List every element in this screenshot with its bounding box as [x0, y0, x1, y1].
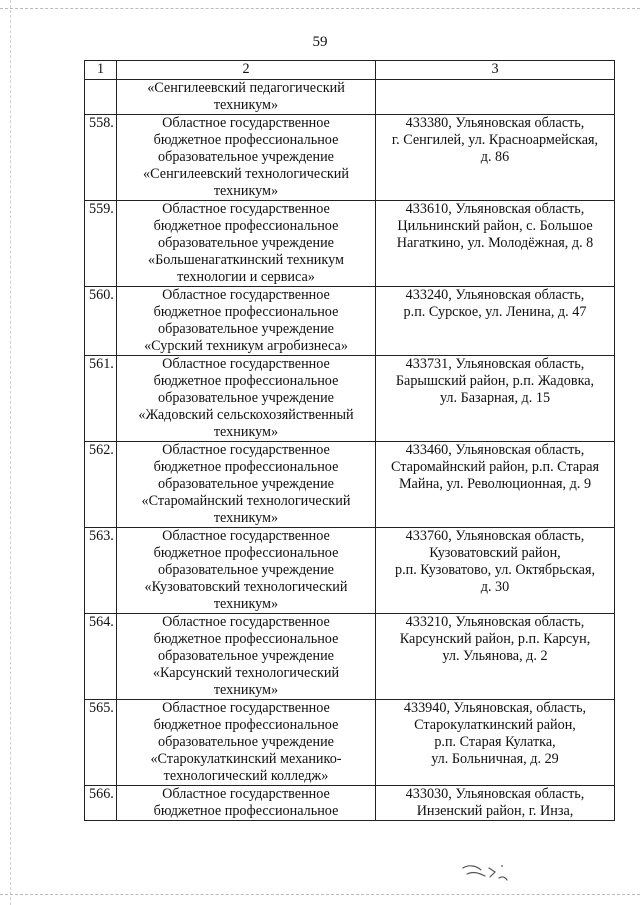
row-number: 558.: [85, 115, 117, 201]
table-row: [85, 614, 615, 700]
institution-name-cell: [117, 700, 376, 786]
institution-name-cell: [117, 614, 376, 700]
institution-name-line: бюджетное профессиональное: [153, 373, 339, 389]
institution-name-line: «Сенгилеевский технологический: [143, 166, 349, 182]
header-col-name: 2: [117, 61, 376, 80]
table-row: [85, 356, 615, 442]
table-header-row: [85, 61, 615, 80]
address-line: ул. Больничная, д. 29: [431, 751, 559, 767]
institution-name-line: техникум»: [213, 97, 279, 113]
row-number: 566.: [85, 786, 117, 821]
institution-name-cell: [117, 786, 376, 821]
institution-name-line: образовательное учреждение: [158, 321, 334, 337]
institution-name-line: бюджетное профессиональное: [153, 304, 339, 320]
address-line: Барышский район, р.п. Жадовка,: [395, 373, 595, 389]
institution-name-line: «Старокулаткинский механико-: [150, 751, 342, 767]
institution-name-cell: [117, 528, 376, 614]
address-cell: [376, 115, 615, 201]
institution-name-cell: [117, 80, 376, 115]
scan-edge-left: [10, 0, 11, 905]
address-cell: [376, 528, 615, 614]
header-col-address: 3: [376, 61, 615, 80]
institution-name-line: «Кузоватовский технологический: [144, 579, 348, 595]
address-cell: [376, 80, 615, 115]
address-cell: [376, 201, 615, 287]
table-row: [85, 786, 615, 821]
institution-name-line: Областное государственное: [162, 115, 330, 131]
table-row: [85, 115, 615, 201]
institution-name-line: образовательное учреждение: [158, 476, 334, 492]
institution-name-line: Областное государственное: [162, 614, 330, 630]
address-line: ул. Ульянова, д. 2: [442, 648, 548, 664]
institution-name-line: Областное государственное: [162, 287, 330, 303]
address-line: Цильнинский район, с. Большое: [397, 218, 593, 234]
institution-name-line: бюджетное профессиональное: [153, 803, 339, 819]
address-line: р.п. Сурское, ул. Ленина, д. 47: [403, 304, 587, 320]
table-row: [85, 442, 615, 528]
address-line: 433940, Ульяновская, область,: [403, 700, 587, 716]
row-number: 561.: [85, 356, 117, 442]
row-number: 559.: [85, 201, 117, 287]
institution-name-line: техникум»: [213, 424, 279, 440]
address-line: 433030, Ульяновская область,: [405, 786, 585, 802]
institution-name-line: образовательное учреждение: [158, 390, 334, 406]
address-cell: [376, 700, 615, 786]
address-line: Инзенский район, г. Инза,: [416, 803, 574, 819]
institution-name-cell: [117, 115, 376, 201]
table-row: [85, 80, 615, 115]
institution-name-line: технологический колледж»: [163, 768, 329, 784]
scan-edge-bottom: [0, 894, 640, 895]
institution-name-cell: [117, 356, 376, 442]
institution-name-line: «Карсунский технологический: [152, 665, 340, 681]
institution-name-line: образовательное учреждение: [158, 235, 334, 251]
row-number: [85, 80, 117, 115]
institution-name-line: Областное государственное: [162, 786, 330, 802]
institution-name-line: «Большенагаткинский техникум: [148, 252, 344, 268]
institution-name-line: «Сурский техникум агробизнеса»: [144, 338, 348, 354]
institution-name-line: бюджетное профессиональное: [153, 545, 339, 561]
row-number: 560.: [85, 287, 117, 356]
institution-name-cell: [117, 201, 376, 287]
page-number: 59: [312, 34, 328, 50]
address-line: д. 30: [480, 579, 510, 595]
address-cell: [376, 786, 615, 821]
institution-name-line: бюджетное профессиональное: [153, 132, 339, 148]
institution-name-line: образовательное учреждение: [158, 648, 334, 664]
address-cell: [376, 614, 615, 700]
institution-name-cell: [117, 442, 376, 528]
address-line: Старомайнский район, р.п. Старая: [390, 459, 600, 475]
institution-name-line: Областное государственное: [162, 442, 330, 458]
row-number: 562.: [85, 442, 117, 528]
address-line: 433380, Ульяновская область,: [405, 115, 585, 131]
address-line: Нагаткино, ул. Молодёжная, д. 8: [396, 235, 594, 251]
table-row: [85, 287, 615, 356]
institution-name-line: техникум»: [213, 596, 279, 612]
address-cell: [376, 287, 615, 356]
table-body: [85, 80, 615, 821]
institution-name-line: «Старомайнский технологический: [141, 493, 351, 509]
row-number: 563.: [85, 528, 117, 614]
institution-name-line: Областное государственное: [162, 700, 330, 716]
institution-name-line: Областное государственное: [162, 201, 330, 217]
institution-name-line: техникум»: [213, 510, 279, 526]
row-number: 564.: [85, 614, 117, 700]
address-line: ул. Базарная, д. 15: [439, 390, 551, 406]
handwritten-mark: [455, 858, 515, 888]
address-line: р.п. Кузоватово, ул. Октябрьская,: [394, 562, 596, 578]
address-line: 433460, Ульяновская область,: [405, 442, 585, 458]
institution-name-line: бюджетное профессиональное: [153, 631, 339, 647]
institution-name-cell: [117, 287, 376, 356]
address-line: 433240, Ульяновская область,: [405, 287, 585, 303]
address-line: 433610, Ульяновская область,: [405, 201, 585, 217]
address-line: Старокулаткинский район,: [414, 717, 576, 733]
address-line: д. 86: [480, 149, 510, 165]
institution-name-line: технологии и сервиса»: [177, 269, 315, 285]
institution-name-line: Областное государственное: [162, 356, 330, 372]
address-line: Майна, ул. Революционная, д. 9: [398, 476, 592, 492]
institution-name-line: бюджетное профессиональное: [153, 218, 339, 234]
institution-name-line: Областное государственное: [162, 528, 330, 544]
address-line: 433210, Ульяновская область,: [405, 614, 585, 630]
institution-name-line: «Сенгилеевский педагогический: [147, 80, 345, 96]
address-line: 433760, Ульяновская область,: [405, 528, 585, 544]
institution-name-line: техникум»: [213, 682, 279, 698]
institution-name-line: образовательное учреждение: [158, 149, 334, 165]
institution-name-line: образовательное учреждение: [158, 562, 334, 578]
address-line: р.п. Старая Кулатка,: [434, 734, 556, 750]
table-row: [85, 528, 615, 614]
address-line: Карсунский район, р.п. Карсун,: [399, 631, 591, 647]
institution-name-line: «Жадовский сельскохозяйственный: [138, 407, 354, 423]
address-cell: [376, 442, 615, 528]
institution-name-line: бюджетное профессиональное: [153, 459, 339, 475]
scan-edge-top: [0, 8, 640, 9]
address-line: г. Сенгилей, ул. Красноармейская,: [391, 132, 599, 148]
institution-name-line: техникум»: [213, 183, 279, 199]
institution-name-line: образовательное учреждение: [158, 734, 334, 750]
address-cell: [376, 356, 615, 442]
institution-name-line: бюджетное профессиональное: [153, 717, 339, 733]
row-number: 565.: [85, 700, 117, 786]
institutions-table: [84, 60, 615, 821]
address-line: Кузоватовский район,: [429, 545, 561, 561]
table-row: [85, 700, 615, 786]
table-row: [85, 201, 615, 287]
header-col-number: 1: [85, 61, 117, 80]
address-line: 433731, Ульяновская область,: [405, 356, 585, 372]
